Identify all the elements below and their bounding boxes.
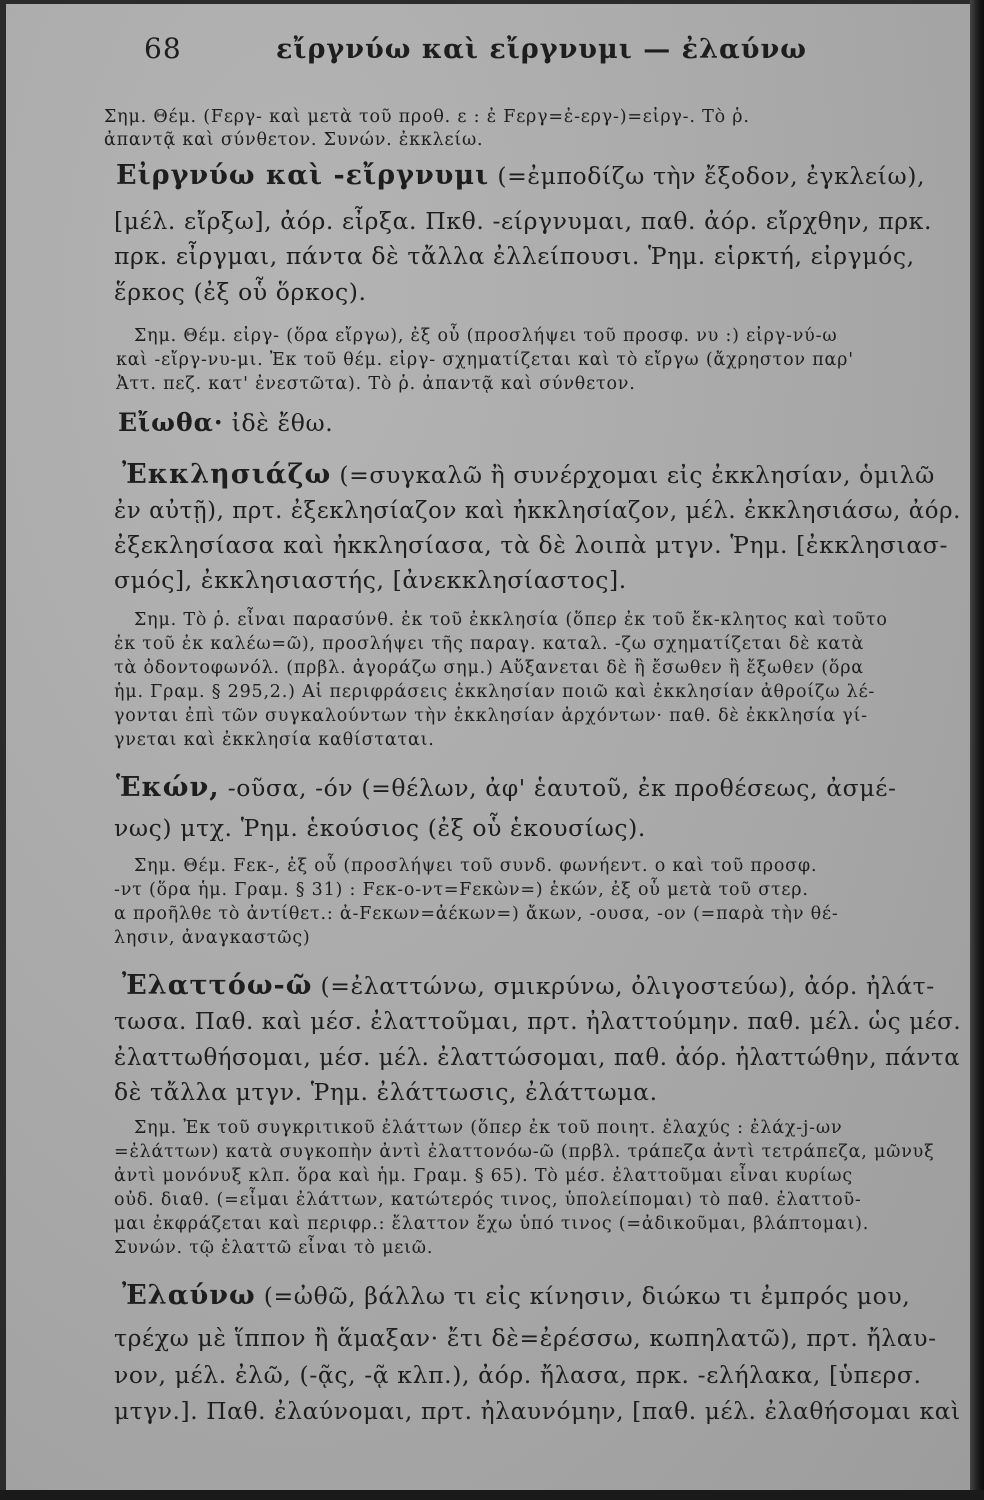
page-header: [6, 32, 970, 72]
page-number: 68: [144, 32, 182, 65]
entry-text: -οῦσα, -όν (=θέλων, ἀφ' ἑαυτοῦ, ἐκ προθέσεως, ἀσμέ-: [227, 774, 897, 802]
note-line: καὶ -εἴργ-νυ-μι. Ἐκ τοῦ θέμ. εἰργ- σχηματίζεται καὶ τὸ εἴργω (ἄχρηστον παρ': [116, 350, 854, 370]
entry-text: (=ἐλαττώνω, σμικρύνω, ὀλιγοστεύω), ἀόρ. ἠλάτ-: [320, 972, 935, 1000]
note-line: =ἐλάττων) κατὰ συγκοπὴν ἀντὶ ἐλαττονόω-ῶ (πρβλ. τράπεζα ἀντὶ τετράπεζα, μῶνυξ: [114, 1142, 935, 1162]
headword: Ἐλαττόω-ῶ: [122, 970, 313, 1001]
entry-line: πρκ. εἶργμαι, πάντα δὲ τἄλλα ἐλλείπουσι. Ῥημ. εἱρκτή, εἰργμός,: [114, 242, 915, 270]
entry-line: [122, 1280, 910, 1311]
entry-line: ἐν αὐτῇ), πρτ. ἐξεκλησίαζον καὶ ἠκκλησίαζον, μέλ. ἐκκλησιάσω, ἀόρ.: [114, 496, 961, 524]
note-line: Ἀττ. πεζ. κατ' ἐνεστῶτα). Τὸ ῥ. ἀπαντᾷ καὶ σύνθετον.: [116, 374, 636, 394]
note-line: οὐδ. διαθ. (=εἶμαι ἐλάττων, κατώτερός τινος, ὑπολείπομαι) τὸ παθ. ἐλαττοῦ-: [114, 1190, 862, 1210]
note-line: Σημ. Ἐκ τοῦ συγκριτικοῦ ἐλάττων (ὅπερ ἐκ τοῦ ποιητ. ἐλαχύς : ἐλάχ-j-ων: [134, 1118, 843, 1138]
note-line: Σημ. Τὸ ῥ. εἶναι παρασύνθ. ἐκ τοῦ ἐκκλησία (ὅπερ ἐκ τοῦ ἔκ-κλητος καὶ τοῦτο: [134, 610, 888, 630]
entry-text: (=ὠθῶ, βάλλω τι εἰς κίνησιν, διώκω τι ἐμπρός μου,: [263, 1282, 911, 1310]
note-line: λησιν, ἀναγκαστῶς): [114, 928, 311, 948]
entry-line: ἐλαττωθήσομαι, μέσ. μέλ. ἐλαττώσομαι, παθ. ἀόρ. ἠλαττώθην, πάντα: [114, 1043, 961, 1071]
entry-line: [118, 408, 333, 437]
note-line: α προῆλθε τὸ ἀντίθετ.: ἀ-Fεκων=ἀέκων=) ἄκων, -ουσα, -ον (=παρὰ τὴν θέ-: [114, 904, 839, 924]
entry-line: [μέλ. εἴρξω], ἀόρ. εἶρξα. Πκθ. -είργνυμαι, παθ. ἀόρ. εἴρχθην, πρκ.: [114, 207, 933, 235]
entry-text: (=συγκαλῶ ἢ συνέρχομαι εἰς ἐκκλησίαν, ὁμιλῶ: [339, 461, 935, 489]
note-line: μαι ἐκφράζεται καὶ περιφρ.: ἔλαττον ἔχω ὑπό τινος (=ἀδικοῦμαι, βλάπτομαι).: [114, 1214, 870, 1234]
book-page: [6, 4, 970, 1496]
entry-text: (=ἐμποδίζω τὴν ἔξοδον, ἐγκλείω),: [497, 162, 926, 190]
note-line: ἀπαντᾷ καὶ σύνθετον. Συνών. ἐκκλείω.: [104, 130, 484, 150]
running-title: εἴργνύω καὶ εἴργνυμι — ἐλαύνω: [276, 34, 807, 65]
entry-line: μτγν.]. Παθ. ἐλαύνομαι, πρτ. ἠλαυνόμην, [παθ. μέλ. ἐλαθήσομαι καὶ: [114, 1397, 961, 1425]
entry-text: ἰδὲ ἔθω.: [231, 409, 334, 437]
headword: Εἴωθα·: [118, 408, 224, 437]
entry-line: τωσα. Παθ. καὶ μέσ. ἐλαττοῦμαι, πρτ. ἠλαττούμην. παθ. μέλ. ὡς μέσ.: [114, 1007, 962, 1035]
entry-line: σμός], ἐκκλησιαστής, [ἀνεκκλησίαστος].: [114, 566, 627, 594]
entry-line: νως) μτχ. Ῥημ. ἑκούσιος (ἐξ οὗ ἑκουσίως).: [114, 814, 646, 842]
headword: Ἐκκλησιάζω: [122, 459, 332, 490]
note-line: Σημ. Θέμ. Fεκ-, ἐξ οὗ (προσλήψει τοῦ συνδ. φωνήεντ. ο καὶ τοῦ προσφ.: [134, 856, 818, 876]
entry-line: [122, 970, 935, 1001]
note-line: γονται ἐπὶ τῶν συγκαλούντων τὴν ἐκκλησίαν ἀρχόντων· παθ. δὲ ἐκκλησία γί-: [114, 706, 868, 726]
page-bottom-shadow: [0, 1490, 984, 1500]
entry-line: [122, 459, 935, 490]
entry-line: τρέχω μὲ ἵππον ἢ ἅμαξαν· ἔτι δὲ=ἐρέσσω, κωπηλατῶ), πρτ. ἤλαυ-: [114, 1324, 937, 1352]
note-line: Συνών. τῷ ἐλαττῶ εἶναι τὸ μειῶ.: [114, 1238, 434, 1258]
note-line: ἡμ. Γραμ. § 295,2.) Αἱ περιφράσεις ἐκκλησίαν ποιῶ καὶ ἐκκλησίαν ἀθροίζω λέ-: [114, 682, 876, 702]
entry-line: [116, 772, 897, 803]
headword: Ἐλαύνω: [122, 1280, 256, 1311]
note-line: Σημ. Θέμ. εἰργ- (ὅρα εἴργω), ἐξ οὗ (προσλήψει τοῦ προσφ. νυ :) εἰργ-νύ-ω: [134, 326, 838, 346]
note-line: ἐκ τοῦ ἐκ καλέω=ῶ), προσλήψει τῆς παραγ. καταλ. -ζω σχηματίζεται δὲ κατὰ: [114, 634, 865, 654]
entry-line: δὲ τἄλλα μτγν. Ῥημ. ἐλάττωσις, ἐλάττωμα.: [114, 1078, 658, 1106]
entry-line: [116, 160, 925, 191]
entry-line: νον, μέλ. ἐλῶ, (-ᾷς, -ᾷ κλπ.), ἀόρ. ἤλασα, πρκ. -ελήλακα, [ὑπερσ.: [114, 1361, 922, 1389]
note-line: Σημ. Θέμ. (Fεργ- καὶ μετὰ τοῦ προθ. ε : ἐ Fεργ=ἐ-εργ-)=εἰργ-. Τὸ ῥ.: [104, 107, 750, 127]
note-line: ἀντὶ μονόνυξ κλπ. ὅρα καὶ ἡμ. Γραμ. § 65). Τὸ μέσ. ἐλαττοῦμαι εἶναι κυρίως: [114, 1166, 853, 1186]
headword: Ἑκών,: [116, 772, 220, 803]
note-line: τὰ ὀδοντοφωνόλ. (πρβλ. ἀγοράζω σημ.) Αὔξανεται δὲ ἢ ἔσωθεν ἢ ἔξωθεν (ὅρα: [114, 658, 864, 678]
entry-line: ἕρκος (ἐξ οὗ ὅρκος).: [114, 278, 367, 306]
note-line: -ντ (ὅρα ἡμ. Γραμ. § 31) : Fεκ-ο-ντ=Fεκὼν=) ἑκών, ἐξ οὗ μετὰ τοῦ στερ.: [114, 880, 809, 900]
page-edge-shadow: [970, 0, 984, 1500]
entry-line: ἐξεκλησίασα καὶ ἠκκλησίασα, τὰ δὲ λοιπὰ μτγν. Ῥημ. [ἐκκλησιασ-: [114, 531, 948, 559]
headword: Εἰργνύω καὶ -εἴργνυμι: [116, 160, 490, 191]
note-line: γνεται καὶ ἐκκλησία καθίσταται.: [114, 730, 435, 750]
